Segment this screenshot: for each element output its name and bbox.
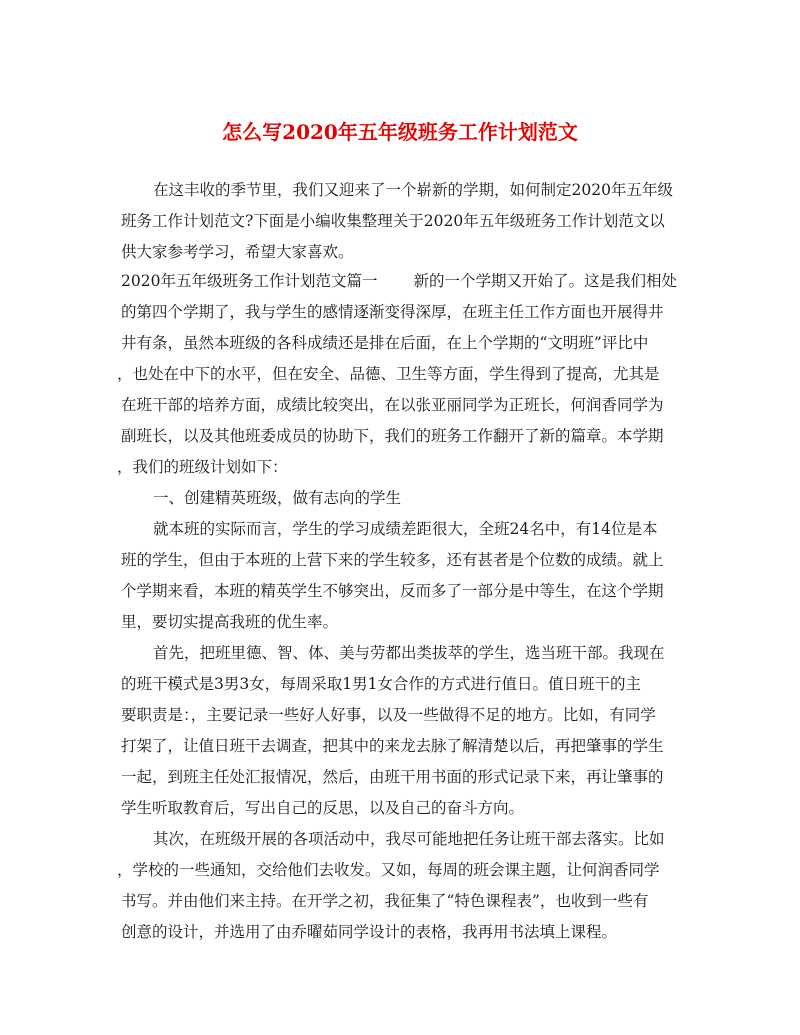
paragraph-line: ，我们的班级计划如下：: [117, 458, 288, 476]
paragraph-line-heading: [121, 271, 677, 291]
paragraph-line: 里，要切实提高我班的优生率。: [121, 613, 339, 631]
paragraph-line: 个学期来看，本班的精英学生不够突出，反而多了一部分是中等生，在这个学期: [121, 582, 664, 600]
paragraph-line: 创意的设计，并选用了由乔曜茹同学设计的表格，我再用书法填上课程。: [121, 923, 618, 941]
paragraph-line: 打架了，让值日班干去调查，把其中的来龙去脉了解清楚以后，再把肇事的学生: [121, 737, 664, 755]
paragraph-line: 书写。并由他们来主持。在开学之初，我征集了“特色课程表”，也收到一些有: [121, 892, 649, 910]
paragraph-line: 井有条，虽然本班级的各科成绩还是排在后面，在上个学期的“文明班”评比中: [121, 334, 649, 352]
paragraph-line: 的第四个学期了，我与学生的感情逐渐变得深厚，在班主任工作方面也开展得井: [121, 303, 664, 321]
paragraph-line: ，也处在中下的水平，但在安全、品德、卫生等方面，学生得到了提高，尤其是: [117, 365, 660, 383]
paragraph-line: 一起，到班主任处汇报情况，然后，由班干用书面的形式记录下来，再让肇事的: [121, 768, 664, 786]
paragraph-line: 首先，把班里德、智、体、美与劳都出类拔萃的学生，选当班干部。我现在: [153, 644, 665, 662]
paragraph-line: 班务工作计划范文?下面是小编收集整理关于2020年五年级班务工作计划范文以: [121, 212, 665, 230]
paragraph-line: 供大家参考学习，希望大家喜欢。: [121, 243, 354, 261]
paragraph-line: 学生听取教育后，写出自己的反思，以及自己的奋斗方向。: [121, 799, 525, 817]
paragraph-line: ，学校的一些通知，交给他们去收发。又如，每周的班会课主题，让何润香同学: [117, 861, 660, 879]
section-heading: 一、创建精英班级，做有志向的学生: [153, 489, 402, 507]
paragraph-line: 在这丰收的季节里，我们又迎来了一个崭新的学期，如何制定2020年五年级: [153, 181, 673, 199]
paragraph-text: 新的一个学期又开始了。这是我们相处: [413, 272, 677, 290]
paragraph-line: 其次，在班级开展的各项活动中，我尽可能地把任务让班干部去落实。比如: [153, 830, 665, 848]
document-title: 怎么写2020年五年级班务工作计划范文: [222, 120, 578, 144]
paragraph-line: 副班长，以及其他班委成员的协助下，我们的班务工作翻开了新的篇章。本学期: [121, 427, 664, 445]
section-heading: 2020年五年级班务工作计划范文篇一: [121, 272, 378, 290]
paragraph-line: 就本班的实际而言，学生的学习成绩差距很大，全班24名中，有14位是本: [153, 520, 658, 538]
paragraph-line: 的班干模式是3男3女，每周采取1男1女合作的方式进行值日。值日班干的主: [121, 675, 641, 693]
paragraph-line: 班的学生，但由于本班的上营下来的学生较多，还有甚者是个位数的成绩。就上: [121, 551, 664, 569]
paragraph-line: 在班干部的培养方面，成绩比较突出，在以张亚丽同学为正班长，何润香同学为: [121, 396, 664, 414]
paragraph-line: 要职责是：，主要记录一些好人好事，以及一些做得不足的地方。比如，有同学: [121, 706, 656, 724]
